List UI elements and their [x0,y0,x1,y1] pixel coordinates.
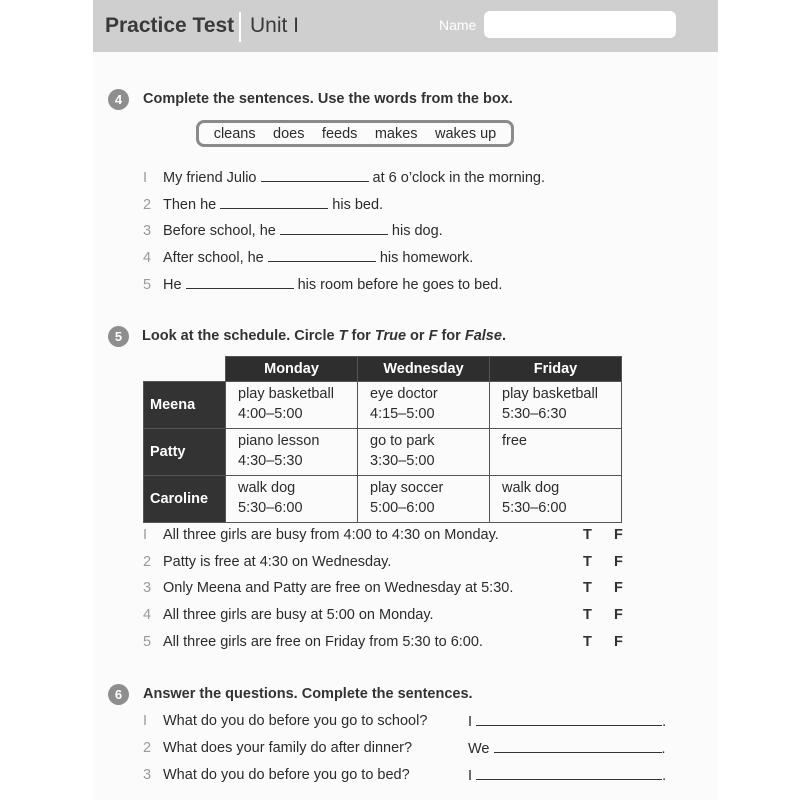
instruction-text: . [501,328,506,344]
item-number: 3 [143,223,152,239]
item-text: at 6 o’clock in the morning. [372,170,546,186]
activity: eye doctor [370,386,438,402]
answer-start: I [468,714,473,730]
answer-blank[interactable] [476,767,662,780]
word-box-word: cleans [213,125,256,142]
false-option[interactable]: F [614,607,623,623]
answer-line [468,713,666,730]
word-box-word: makes [374,125,418,142]
schedule-cell [358,382,490,429]
item-number: I [143,170,148,186]
item-number: 3 [143,580,152,596]
true-option[interactable]: T [583,527,592,543]
person-name: Meena [144,382,226,429]
answer-line [468,740,666,757]
instruction-text: or [406,328,429,344]
answer-end: . [661,741,666,757]
word-box-word: feeds [321,125,358,142]
time: 4:00–5:00 [238,406,303,422]
false-option[interactable]: F [614,580,623,596]
true-option[interactable]: T [583,554,592,570]
instruction-text: True [374,328,407,344]
word-box-word: does [273,125,305,142]
exercise-5-instruction [142,328,506,344]
item-text: After school, he [163,250,264,266]
schedule-cell [226,476,358,523]
answer-start: We [468,741,490,757]
schedule-cell [226,382,358,429]
instruction-text: T [338,328,348,344]
exercise-6-item [143,767,410,783]
instruction-text: Look at the schedule. Circle [142,328,339,344]
item-number: 4 [143,250,152,266]
schedule-row [144,476,622,523]
activity: walk dog [502,480,560,496]
schedule-cell [490,476,622,523]
activity: play basketball [238,386,334,402]
activity: piano lesson [238,433,320,449]
exercise-6-number: 6 [108,684,129,705]
exercise-4-item [143,196,383,213]
item-text: He [163,277,182,293]
item-text: All three girls are busy at 5:00 on Monday. [163,607,434,623]
day-header: Wednesday [358,357,490,382]
exercise-4-number: 4 [108,89,129,110]
answer-start: I [468,768,473,784]
item-number: 5 [143,277,152,293]
item-number: 2 [143,197,152,213]
exercise-4-instruction: Complete the sentences. Use the words from the box. [143,91,513,107]
schedule-corner [144,357,226,382]
item-text: My friend Julio [163,170,257,186]
exercise-5-item [143,554,391,570]
word-box [196,120,514,147]
item-text: his homework. [379,250,474,266]
item-text: Patty is free at 4:30 on Wednesday. [163,554,392,570]
schedule-header-row [144,357,622,382]
item-number: 2 [143,554,152,570]
true-option[interactable]: T [583,580,592,596]
item-text: Then he [163,197,217,213]
item-number: 3 [143,767,152,783]
question-text: What do you do before you go to school? [163,713,428,729]
question-text: What do you do before you go to bed? [163,767,410,783]
exercise-5-item [143,527,499,543]
word-box-word: wakes up [434,125,497,142]
time: 5:30–6:00 [238,500,303,516]
exercise-4-item [143,249,473,266]
answer-blank[interactable] [186,276,294,289]
answer-blank[interactable] [494,740,662,753]
instruction-text: False [464,328,502,344]
exercise-6-item [143,713,427,729]
exercise-4-item [143,222,443,239]
item-text: his room before he goes to bed. [297,277,503,293]
item-text: All three girls are busy from 4:00 to 4:30 on Monday. [163,527,499,543]
item-number: I [143,527,148,543]
instruction-text: for [437,328,465,344]
false-option[interactable]: F [614,554,623,570]
time: 4:30–5:30 [238,453,303,469]
answer-blank[interactable] [220,196,328,209]
answer-end: . [662,768,667,784]
exercise-4-item [143,169,545,186]
schedule-table [143,356,622,523]
activity: play soccer [370,480,444,496]
day-header: Friday [490,357,622,382]
activity: go to park [370,433,435,449]
person-name: Caroline [144,476,226,523]
day-header: Monday [226,357,358,382]
answer-blank[interactable] [261,169,369,182]
name-label: Name [439,17,477,33]
page-header [93,0,718,52]
item-text: Before school, he [163,223,276,239]
answer-blank[interactable] [280,222,388,235]
item-text: All three girls are free on Friday from 5:30 to 6:00. [163,634,483,650]
item-text: his dog. [391,223,443,239]
schedule-cell [358,476,490,523]
answer-blank[interactable] [268,249,376,262]
true-option[interactable]: T [583,607,592,623]
activity: free [502,433,527,449]
exercise-6-instruction: Answer the questions. Complete the sentences. [143,686,473,702]
item-text: Only Meena and Patty are free on Wednesday at 5:30. [163,580,514,596]
time: 5:00–6:00 [370,500,435,516]
time: 4:15–5:00 [370,406,435,422]
exercise-5-item [143,607,434,623]
time: 5:30–6:30 [502,406,567,422]
answer-blank[interactable] [476,713,662,726]
activity: walk dog [238,480,296,496]
item-number: 2 [143,740,152,756]
exercise-5-item [143,580,513,596]
name-field[interactable] [484,11,676,38]
instruction-text: for [347,328,375,344]
exercise-6-item [143,740,412,756]
question-text: What does your family do after dinner? [163,740,413,756]
header-divider [239,12,241,42]
person-name: Patty [144,429,226,476]
instruction-text: F [428,328,438,344]
schedule-cell [490,382,622,429]
item-number: I [143,713,148,729]
schedule-cell [358,429,490,476]
exercise-5-number: 5 [108,326,129,347]
answer-end: . [662,714,667,730]
answer-line [468,767,666,784]
time: 3:30–5:00 [370,453,435,469]
schedule-cell [226,429,358,476]
activity: play basketball [502,386,598,402]
schedule-row [144,429,622,476]
false-option[interactable]: F [614,527,623,543]
header-title: Practice Test [105,14,235,37]
exercise-4-item [143,276,502,293]
time: 5:30–6:00 [502,500,567,516]
item-number: 5 [143,634,152,650]
schedule-row [144,382,622,429]
item-text: his bed. [332,197,384,213]
true-option[interactable]: T [583,634,592,650]
exercise-5-item [143,634,483,650]
header-unit: Unit I [250,14,300,37]
item-number: 4 [143,607,152,623]
false-option[interactable]: F [614,634,623,650]
schedule-cell [490,429,622,476]
